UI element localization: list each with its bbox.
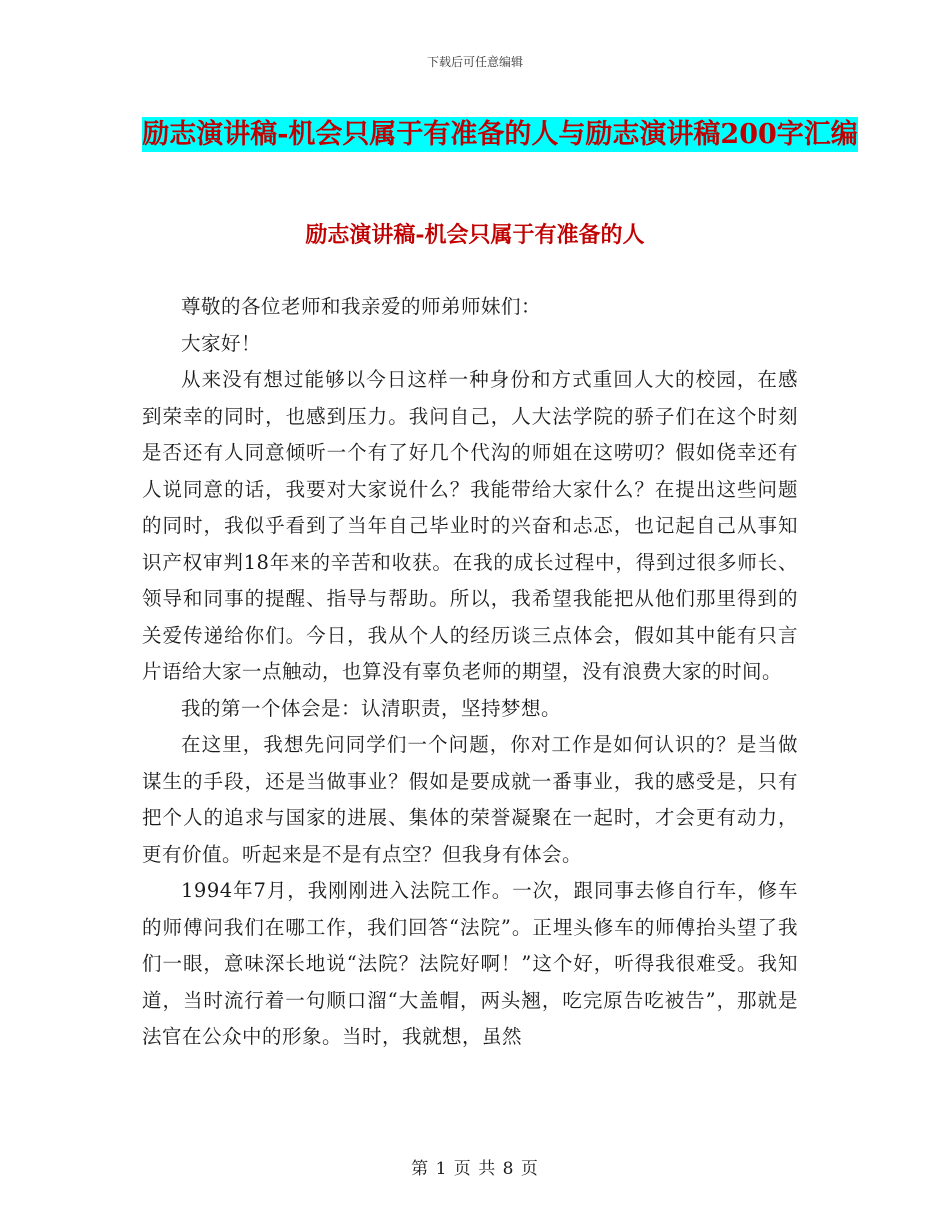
document-title [140,110,860,160]
paragraph: 在这里，我想先问同学们一个问题，你对工作是如何认识的？是当做谋生的手段，还是当做事业？假如是要成就一番事业，我的感受是，只有把个人的追求与国家的进展、集体的荣誉凝聚在一起时，才会更有动力，更有价值。听起来是不是有点空？但我身有体会。 [142,733,798,866]
paragraph-greeting: 大家好！ [181,331,262,355]
document-title-text: 励志演讲稿-机会只属于有准备的人与励志演讲稿200字汇编 [142,119,858,150]
paragraph: 从来没有想过能够以今日这样一种身份和方式重回人大的校园，在感到荣幸的同时，也感到压力。我问自己，人大法学院的骄子们在这个时刻是否还有人同意倾听一个有了好几个代沟的师姐在这唠叨？假如侥幸还有人说同意的话，我要对大家说什么？我能带给大家什么？在提出这些问题的同时，我似乎看到了当年自己毕业时的兴奋和忐忑，也记起自己从事知识产权审判18年来的辛苦和收获。在我的成长过程中，得到过很多师长、领导和同事的提醒、指导与帮助。所以，我希望我能把从他们那里得到的关爱传递给你们。今日，我从个人的经历谈三点体会，假如其中能有只言片语给大家一点触动，也算没有辜负老师的期望，没有浪费大家的时间。 [142,368,798,683]
paragraph: 1994年7月，我刚刚进入法院工作。一次，跟同事去修自行车，修车的师傅问我们在哪工作，我们回答“法院”。正埋头修车的师傅抬头望了我们一眼，意味深长地说“法院？法院好啊！”这个好，听得我很难受。我知道，当时流行着一句顺口溜“大盖帽，两头翘，吃完原告吃被告”，那就是法官在公众中的形象。当时，我就想，虽然 [142,879,798,1048]
header-note: 下载后可任意编辑 [426,55,523,69]
section-title: 励志演讲稿-机会只属于有准备的人 [305,222,645,248]
paragraph-salutation: 尊敬的各位老师和我亲爱的师弟师妹们： [181,295,542,318]
body-text [142,289,798,1056]
page-number: 第 1 页 共 8 页 [411,1159,539,1179]
paragraph: 我的第一个体会是：认清职责，坚持梦想。 [181,696,562,720]
